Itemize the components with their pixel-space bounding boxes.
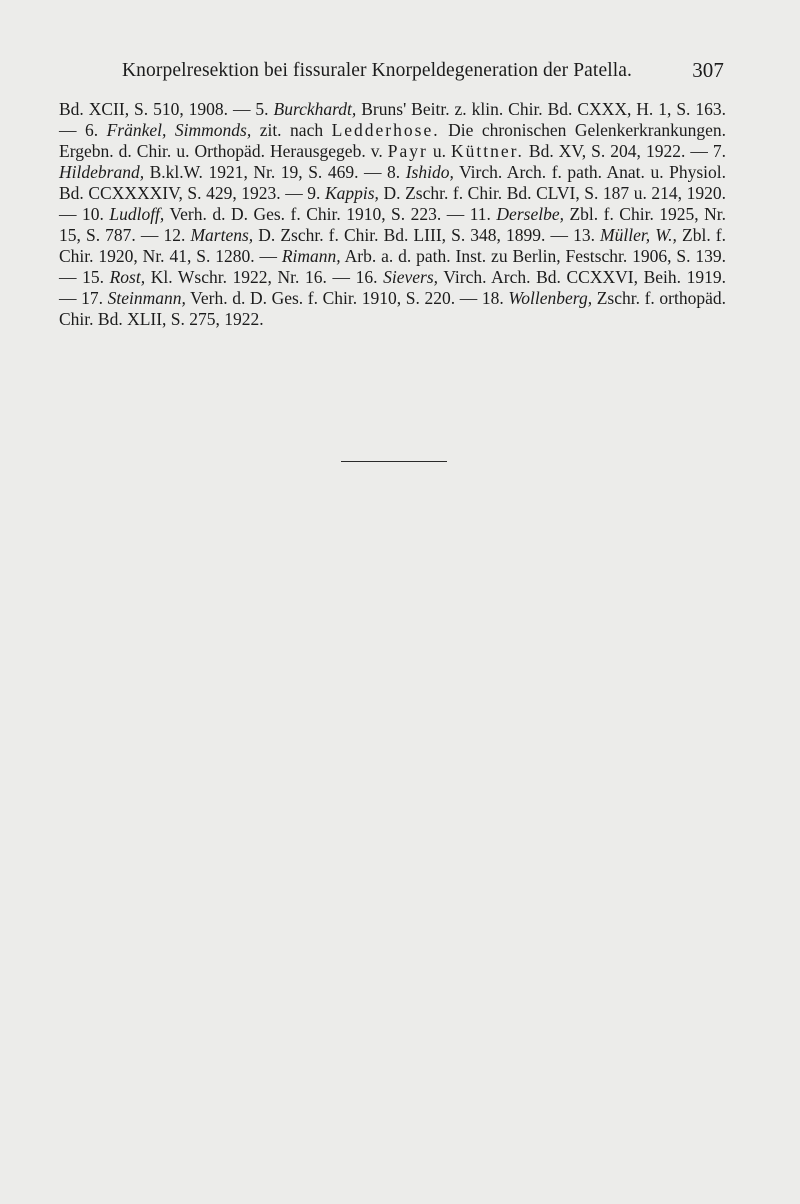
- ref-author: Rost,: [109, 267, 146, 287]
- ref-text: Bruns' Beitr. z. klin. Chir. Bd. CXXX, H. 1, S. 163. — 6.: [59, 99, 726, 140]
- reference-list: [59, 99, 726, 330]
- ref-text: Virch. Arch. Bd. CCXXVI, Beih. 1919. — 17.: [59, 267, 726, 308]
- reference-paragraph: [59, 99, 726, 330]
- ref-text: Zbl. f. Chir. 1920, Nr. 41, S. 1280. —: [59, 225, 726, 266]
- ref-author: Kappis,: [324, 183, 379, 203]
- ref-text: Bd. XCII, S. 510, 1908. — 5.: [59, 99, 274, 119]
- running-title: Knorpelresektion bei fissuraler Knorpeldegeneration der Patella.: [122, 60, 632, 81]
- ref-text: zit. nach: [251, 120, 332, 140]
- ref-author: Martens,: [190, 225, 254, 245]
- ref-text: Zschr. f. orthopäd. Chir. Bd. XLII, S. 275, 1922.: [59, 288, 726, 329]
- ref-text: Die chronischen Gelenkerkrankungen. Ergebn. d. Chir. u. Orthopäd. Herausgegeb. v.: [59, 120, 726, 161]
- ref-text: Arb. a. d. path. Inst. zu Berlin, Festschr. 1906, S. 139. — 15.: [59, 246, 726, 287]
- ref-author: Rimann,: [281, 246, 341, 266]
- ref-text: Virch. Arch. f. path. Anat. u. Physiol. Bd. CCXXXXIV, S. 429, 1923. — 9.: [59, 162, 726, 203]
- ref-author: Fränkel, Simmonds,: [106, 120, 252, 140]
- ref-author: Ishido,: [405, 162, 454, 182]
- ref-text: D. Zschr. f. Chir. Bd. LIII, S. 348, 1899. — 13.: [253, 225, 601, 245]
- ref-text: D. Zschr. f. Chir. Bd. CLVI, S. 187 u. 214, 1920. — 10.: [59, 183, 726, 224]
- ref-author-spaced: Küttner.: [451, 141, 524, 161]
- ref-author: Wollenberg,: [508, 288, 593, 308]
- section-divider: [341, 461, 447, 462]
- ref-text: Verh. d. D. Ges. f. Chir. 1910, S. 220. — 18.: [185, 288, 509, 308]
- ref-author: Steinmann,: [107, 288, 186, 308]
- ref-text: Kl. Wschr. 1922, Nr. 16. — 16.: [145, 267, 384, 287]
- ref-author: Derselbe,: [496, 204, 564, 224]
- ref-author: Müller, W.,: [600, 225, 677, 245]
- ref-author-spaced: Payr: [387, 141, 428, 161]
- ref-author: Hildebrand,: [59, 162, 145, 182]
- ref-author: Sievers,: [383, 267, 439, 287]
- ref-author-spaced: Ledderhose.: [331, 120, 440, 140]
- ref-text: Verh. d. D. Ges. f. Chir. 1910, S. 223. — 11.: [164, 204, 497, 224]
- ref-text: B.kl.W. 1921, Nr. 19, S. 469. — 8.: [144, 162, 406, 182]
- ref-author: Ludloff,: [109, 204, 165, 224]
- page-number: 307: [692, 58, 724, 82]
- ref-text: u.: [427, 141, 452, 161]
- ref-text: Zbl. f. Chir. 1925, Nr. 15, S. 787. — 12.: [59, 204, 727, 245]
- ref-text: Bd. XV, S. 204, 1922. — 7.: [523, 141, 727, 161]
- ref-author: Burckhardt,: [273, 99, 357, 119]
